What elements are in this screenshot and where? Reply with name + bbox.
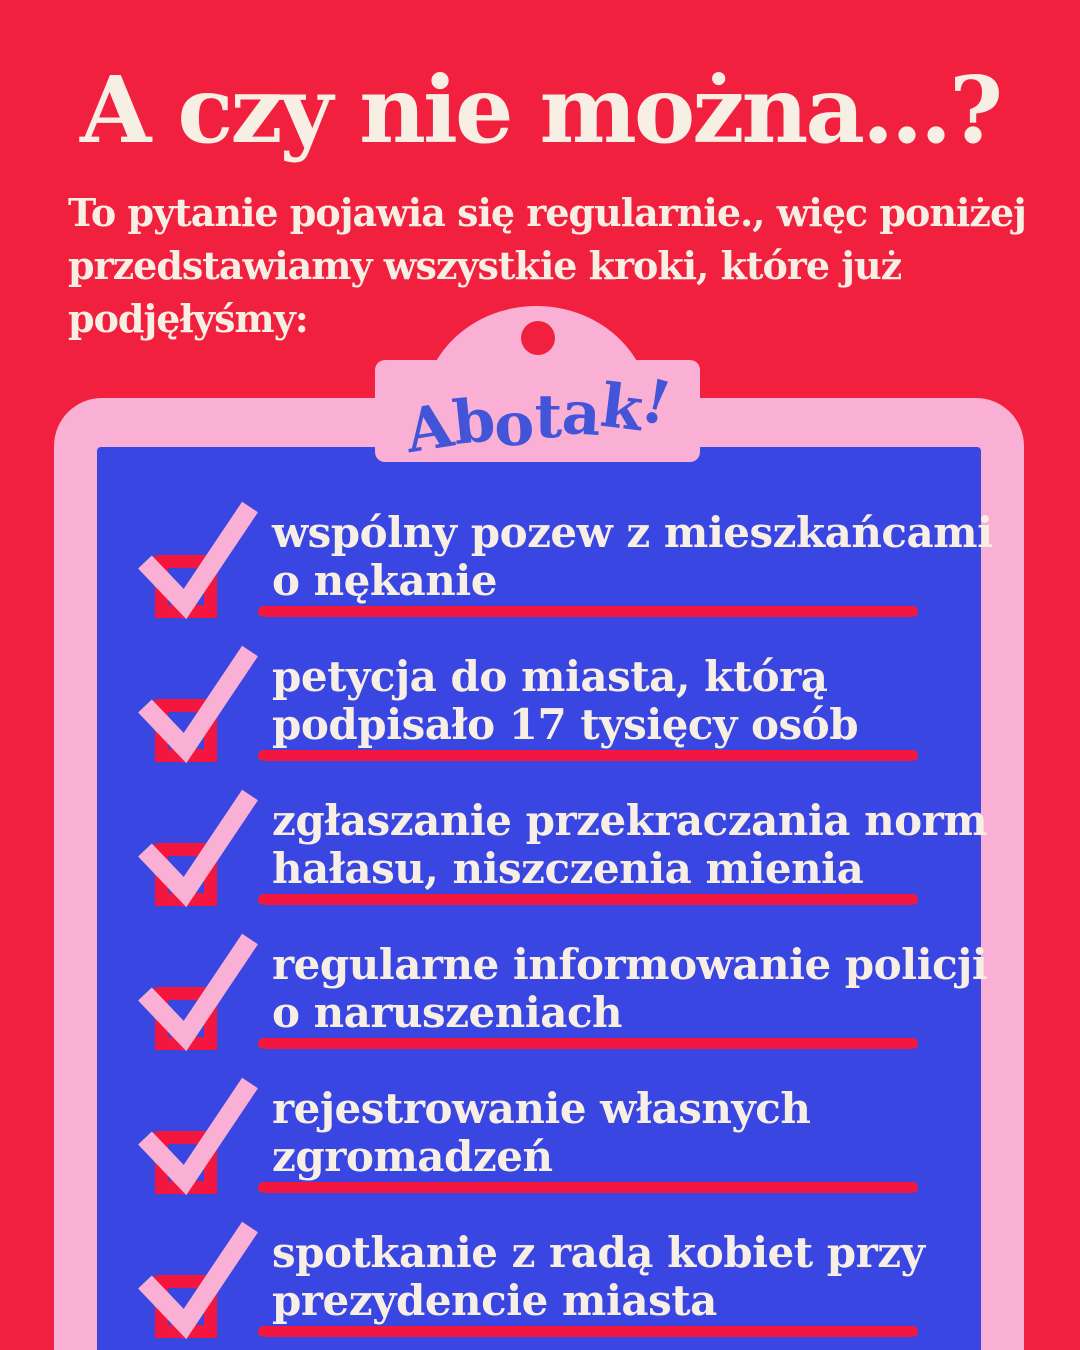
checkbox-icon <box>138 787 258 917</box>
checkbox-icon <box>138 643 258 773</box>
checklist-item-text <box>272 509 993 605</box>
checklist-item <box>0 1075 1080 1219</box>
item-line: spotkanie z radą kobiet przy <box>272 1228 925 1277</box>
item-line: wspólny pozew z mieszkańcami <box>272 508 993 557</box>
item-underline <box>258 606 918 617</box>
checkmark-icon <box>138 643 258 768</box>
checkmark-icon <box>138 499 258 624</box>
item-line: o nękanie <box>272 556 497 605</box>
checkmark-icon <box>138 931 258 1056</box>
checklist-item <box>0 931 1080 1075</box>
checkbox-icon <box>138 931 258 1061</box>
checkbox-icon <box>138 1219 258 1349</box>
checkmark-icon <box>138 1075 258 1200</box>
item-line: regularne informowanie policji <box>272 940 988 989</box>
page-title: A czy nie można...? <box>79 56 1000 164</box>
subtitle-line: podjęłyśmy: <box>68 296 308 341</box>
checkmark-icon <box>138 1219 258 1344</box>
checkmark-icon <box>138 787 258 912</box>
item-line: zgromadzeń <box>272 1132 553 1181</box>
checkbox-icon <box>138 499 258 629</box>
clip-hole-icon <box>521 321 555 355</box>
checklist-item <box>0 643 1080 787</box>
item-line: petycja do miasta, którą <box>272 652 828 701</box>
item-underline <box>258 1182 918 1193</box>
checklist-item <box>0 499 1080 643</box>
item-underline <box>258 1038 918 1049</box>
item-line: prezydencie miasta <box>272 1276 717 1325</box>
subtitle-line: przedstawiamy wszystkie kroki, które już <box>68 243 902 288</box>
item-line: hałasu, niszczenia mienia <box>272 844 864 893</box>
item-line: zgłaszanie przekraczania norm <box>272 796 988 845</box>
checklist-item-text <box>272 1085 810 1181</box>
item-underline <box>258 750 918 761</box>
item-line: o naruszeniach <box>272 988 623 1037</box>
item-underline <box>258 1326 918 1337</box>
checklist-item-text <box>272 797 987 893</box>
checklist-item <box>0 1219 1080 1350</box>
checklist-item <box>0 787 1080 931</box>
checklist-item-text <box>272 941 987 1037</box>
checklist-item-text <box>272 653 858 749</box>
item-underline <box>258 894 918 905</box>
checkbox-icon <box>138 1075 258 1205</box>
subtitle-line: To pytanie pojawia się regularnie., więc poniżej <box>68 190 1026 235</box>
clipboard-tab-label: Abotak! <box>400 365 679 468</box>
checklist-item-text <box>272 1229 925 1325</box>
item-line: podpisało 17 tysięcy osób <box>272 700 859 749</box>
item-line: rejestrowanie własnych <box>272 1084 811 1133</box>
